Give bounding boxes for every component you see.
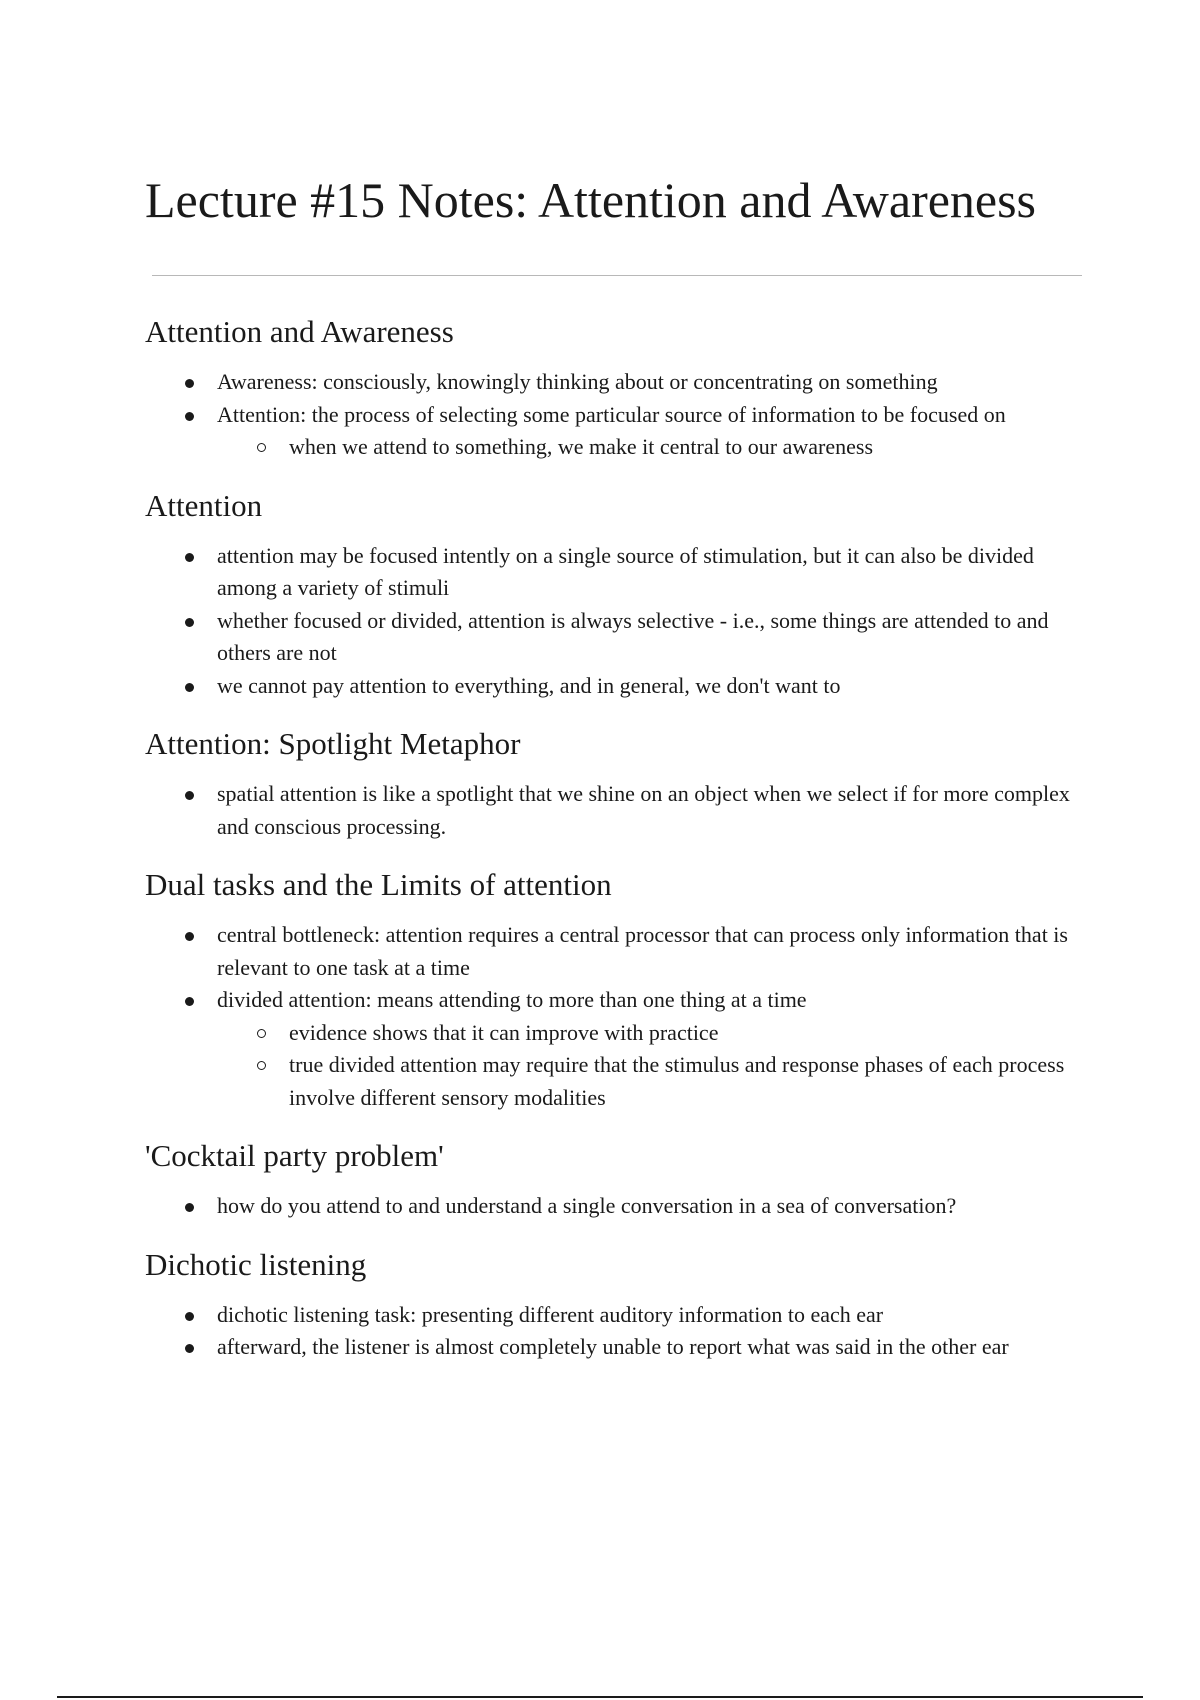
list-item-text: whether focused or divided, attention is always selective - i.e., some things are attended to and others are not [217, 607, 1049, 665]
section [145, 312, 1095, 464]
filled-bullet-icon [185, 1312, 194, 1321]
section-heading: Attention [145, 487, 263, 523]
list-item-text: Attention: the process of selecting some particular source of information to be focused on [217, 401, 1006, 427]
section-heading: Dual tasks and the Limits of attention [145, 867, 612, 902]
bullet-list [145, 778, 1095, 843]
list-item-text: attention may be focused intently on a single source of stimulation, but it can also be divided among a variety of stimuli [217, 542, 1034, 600]
list-item [145, 984, 1095, 1114]
sub-list-item [217, 431, 1095, 464]
filled-bullet-icon [185, 618, 194, 627]
list-item [145, 366, 1095, 399]
sub-list-item-text: when we attend to something, we make it central to our awareness [289, 434, 874, 459]
sub-list-item [217, 1049, 1095, 1114]
document-body [145, 312, 1095, 1386]
section [145, 486, 1095, 703]
section-heading: 'Cocktail party problem' [145, 1138, 444, 1173]
bullet-list [145, 1299, 1095, 1364]
section [145, 865, 1095, 1114]
list-item [145, 399, 1095, 464]
list-item [145, 919, 1095, 984]
section [145, 1245, 1095, 1364]
title-divider [152, 275, 1082, 276]
bullet-list [145, 919, 1095, 1114]
sub-list-item [217, 1017, 1095, 1050]
list-item-text: afterward, the listener is almost completely unable to report what was said in the other ear [217, 1334, 1009, 1359]
list-item [145, 778, 1095, 843]
sub-bullet-list [217, 1017, 1095, 1115]
filled-bullet-icon [185, 379, 194, 388]
hollow-bullet-icon [257, 1061, 266, 1070]
list-item-text: how do you attend to and understand a single conversation in a sea of conversation? [217, 1193, 957, 1218]
hollow-bullet-icon [257, 443, 266, 452]
list-item-text: central bottleneck: attention requires a central processor that can process only information that is relevant to one task at a time [217, 922, 1068, 980]
filled-bullet-icon [185, 932, 194, 941]
list-item [145, 1331, 1095, 1364]
bullet-list [145, 540, 1095, 703]
list-item [145, 670, 1095, 703]
list-item-text: Awareness: consciously, knowingly thinking about or concentrating on something [217, 369, 938, 394]
filled-bullet-icon [185, 791, 194, 800]
section [145, 1136, 1095, 1223]
page-title: Lecture #15 Notes: Attention and Awareness [145, 172, 1037, 228]
hollow-bullet-icon [257, 1029, 266, 1038]
list-item-text: spatial attention is like a spotlight that we shine on an object when we select if for more complex and conscious processing. [217, 781, 1070, 839]
section [145, 724, 1095, 843]
list-item-text: we cannot pay attention to everything, and in general, we don't want to [217, 672, 841, 698]
list-item [145, 540, 1095, 605]
filled-bullet-icon [185, 1344, 194, 1353]
section-heading: Attention and Awareness [145, 314, 454, 349]
filled-bullet-icon [185, 997, 194, 1006]
sub-list-item-text: true divided attention may require that the stimulus and response phases of each process involve different sensory modalities [289, 1052, 1065, 1110]
bullet-list [145, 366, 1095, 464]
page-bottom-border [57, 1696, 1143, 1698]
filled-bullet-icon [185, 553, 194, 562]
bullet-list [145, 1190, 1095, 1223]
sub-bullet-list [217, 431, 1095, 464]
list-item [145, 605, 1095, 670]
filled-bullet-icon [185, 683, 194, 692]
section-heading: Dichotic listening [145, 1246, 367, 1282]
filled-bullet-icon [185, 1203, 194, 1212]
section-heading: Attention: Spotlight Metaphor [145, 726, 521, 761]
list-item-text: divided attention: means attending to more than one thing at a time [217, 987, 807, 1012]
list-item-text: dichotic listening task: presenting different auditory information to each ear [217, 1301, 884, 1327]
list-item [145, 1190, 1095, 1223]
sub-list-item-text: evidence shows that it can improve with practice [289, 1019, 719, 1045]
list-item [145, 1299, 1095, 1332]
filled-bullet-icon [185, 412, 194, 421]
